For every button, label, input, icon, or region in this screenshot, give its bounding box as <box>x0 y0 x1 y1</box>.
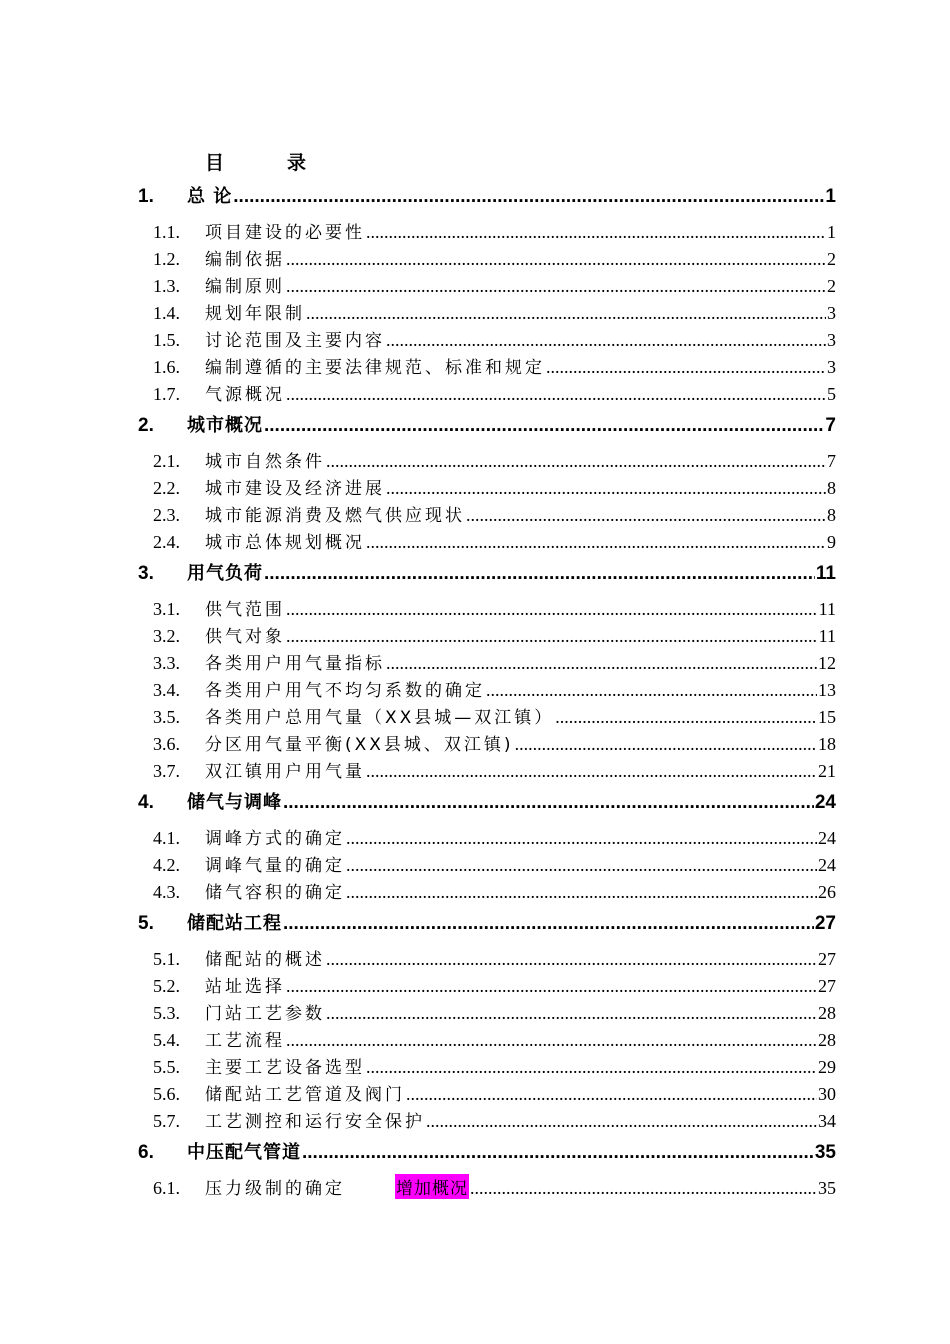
entry-page-number: 1 <box>827 222 836 242</box>
entry-number: 3.2. <box>153 626 180 646</box>
leader-dots <box>346 855 817 876</box>
leader-dots <box>466 505 826 526</box>
toc-entry-3-6[interactable] <box>138 730 836 757</box>
entry-number: 1.4. <box>153 303 180 323</box>
entry-title: 储配站的概述 <box>205 950 325 970</box>
entry-page-number: 24 <box>818 828 836 848</box>
entry-title: 双江镇用户用气量 <box>205 762 365 782</box>
entry-page-number: 13 <box>818 680 836 700</box>
section-page-number: 24 <box>814 792 836 813</box>
table-of-contents <box>138 178 836 1201</box>
toc-entry-5-3[interactable] <box>138 999 836 1026</box>
section-title: 总 论 <box>187 186 233 207</box>
leader-dots <box>326 451 826 472</box>
entry-title: 主要工艺设备选型 <box>205 1058 365 1078</box>
toc-section-5[interactable] <box>138 905 836 945</box>
entry-number: 4.3. <box>153 882 180 902</box>
entry-number: 5.2. <box>153 976 180 996</box>
leader-dots <box>346 882 817 903</box>
entry-page-number: 18 <box>818 734 836 754</box>
leader-dots <box>286 249 826 270</box>
toc-section-6[interactable] <box>138 1134 836 1174</box>
leader-dots <box>555 707 817 728</box>
toc-section-3[interactable] <box>138 555 836 595</box>
toc-entry-6-1[interactable] <box>138 1174 836 1201</box>
entry-page-number: 11 <box>818 626 836 646</box>
entry-number: 2.3. <box>153 505 180 525</box>
entry-page-number: 12 <box>818 653 836 673</box>
entry-title: 供气范围 <box>205 600 285 620</box>
entry-number: 1.7. <box>153 384 180 404</box>
toc-entry-5-4[interactable] <box>138 1026 836 1053</box>
entry-page-number: 29 <box>818 1057 836 1077</box>
entry-number: 3.5. <box>153 707 180 727</box>
leader-dots <box>426 1111 817 1132</box>
leader-dots <box>283 792 814 814</box>
entry-page-number: 3 <box>827 303 836 323</box>
entry-page-number: 2 <box>827 276 836 296</box>
entry-title: 调峰方式的确定 <box>205 829 345 849</box>
entry-number: 4.2. <box>153 855 180 875</box>
toc-entry-5-2[interactable] <box>138 972 836 999</box>
entry-page-number: 8 <box>827 505 836 525</box>
entry-page-number: 3 <box>827 330 836 350</box>
toc-entry-5-5[interactable] <box>138 1053 836 1080</box>
toc-entry-3-7[interactable] <box>138 757 836 784</box>
leader-dots <box>286 276 826 297</box>
toc-entry-1-7[interactable] <box>138 380 836 407</box>
entry-number: 5.1. <box>153 949 180 969</box>
toc-entry-5-1[interactable] <box>138 945 836 972</box>
entry-number: 1.1. <box>153 222 180 242</box>
leader-dots <box>302 1142 814 1164</box>
toc-entry-3-4[interactable] <box>138 676 836 703</box>
entry-number: 1.5. <box>153 330 180 350</box>
entry-page-number: 8 <box>827 478 836 498</box>
section-number: 4. <box>138 792 154 813</box>
toc-entry-2-2[interactable] <box>138 474 836 501</box>
entry-number: 5.7. <box>153 1111 180 1131</box>
entry-title: 各类用户用气量指标 <box>205 654 385 674</box>
toc-entry-4-2[interactable] <box>138 851 836 878</box>
leader-dots <box>346 828 817 849</box>
toc-entry-2-1[interactable] <box>138 447 836 474</box>
toc-entry-2-4[interactable] <box>138 528 836 555</box>
leader-dots <box>286 976 817 997</box>
toc-entry-1-6[interactable] <box>138 353 836 380</box>
toc-entry-3-2[interactable] <box>138 622 836 649</box>
leader-dots <box>366 222 826 243</box>
entry-title: 工艺测控和运行安全保护 <box>205 1112 425 1132</box>
toc-entry-2-3[interactable] <box>138 501 836 528</box>
toc-entry-3-1[interactable] <box>138 595 836 622</box>
entry-title: 城市能源消费及燃气供应现状 <box>205 506 465 526</box>
toc-entry-3-5[interactable] <box>138 703 836 730</box>
leader-dots <box>286 626 818 647</box>
section-title: 中压配气管道 <box>187 1142 301 1163</box>
section-number: 1. <box>138 186 154 207</box>
entry-page-number: 7 <box>827 451 836 471</box>
toc-entry-1-2[interactable] <box>138 245 836 272</box>
leader-dots <box>486 680 817 701</box>
entry-title: 编制遵循的主要法律规范、标准和规定 <box>205 358 545 378</box>
entry-page-number: 21 <box>818 761 836 781</box>
entry-title: 储配站工艺管道及阀门 <box>205 1085 405 1105</box>
toc-entry-4-1[interactable] <box>138 824 836 851</box>
entry-title: 站址选择 <box>205 977 285 997</box>
entry-page-number: 15 <box>818 707 836 727</box>
leader-dots <box>306 303 826 324</box>
entry-title: 工艺流程 <box>205 1031 285 1051</box>
entry-number: 4.1. <box>153 828 180 848</box>
entry-page-number: 27 <box>818 976 836 996</box>
leader-dots <box>283 913 814 935</box>
entry-number: 3.3. <box>153 653 180 673</box>
leader-dots <box>326 949 817 970</box>
entry-number: 3.6. <box>153 734 180 754</box>
entry-page-number: 2 <box>827 249 836 269</box>
leader-dots <box>546 357 826 378</box>
entry-title: 编制依据 <box>205 250 285 270</box>
entry-number: 5.3. <box>153 1003 180 1023</box>
toc-entry-1-3[interactable] <box>138 272 836 299</box>
toc-entry-1-4[interactable] <box>138 299 836 326</box>
entry-page-number: 28 <box>818 1030 836 1050</box>
leader-dots <box>366 532 826 553</box>
highlighted-note: 增加概况 <box>395 1174 469 1199</box>
entry-title: 城市建设及经济进展 <box>205 479 385 499</box>
entry-page-number: 5 <box>827 384 836 404</box>
entry-title: 规划年限制 <box>205 304 305 324</box>
entry-title: 各类用户总用气量（XX县城—双江镇） <box>205 708 555 728</box>
entry-title: 门站工艺参数 <box>205 1004 325 1024</box>
entry-number: 5.5. <box>153 1057 180 1077</box>
section-page-number: 35 <box>814 1142 836 1163</box>
entry-number: 3.4. <box>153 680 180 700</box>
leader-dots <box>470 1178 817 1199</box>
entry-page-number: 34 <box>818 1111 836 1131</box>
toc-section-2[interactable] <box>138 407 836 447</box>
entry-page-number: 9 <box>827 532 836 552</box>
entry-number: 1.3. <box>153 276 180 296</box>
leader-dots <box>406 1084 817 1105</box>
entry-number: 2.2. <box>153 478 180 498</box>
leader-dots <box>286 599 818 620</box>
toc-entry-4-3[interactable] <box>138 878 836 905</box>
leader-dots <box>286 384 826 405</box>
entry-page-number: 24 <box>818 855 836 875</box>
entry-title: 城市自然条件 <box>205 452 325 472</box>
entry-title: 讨论范围及主要内容 <box>205 331 385 351</box>
section-number: 6. <box>138 1142 154 1163</box>
leader-dots <box>386 330 826 351</box>
entry-page-number: 3 <box>827 357 836 377</box>
leader-dots <box>264 415 824 437</box>
entry-number: 2.1. <box>153 451 180 471</box>
entry-page-number: 35 <box>818 1178 836 1198</box>
entry-number: 1.6. <box>153 357 180 377</box>
leader-dots <box>386 478 826 499</box>
section-title: 城市概况 <box>187 415 263 436</box>
entry-title: 压力级制的确定 <box>205 1179 345 1199</box>
entry-page-number: 26 <box>818 882 836 902</box>
leader-dots <box>366 761 817 782</box>
toc-title: 目 录 <box>205 152 329 174</box>
entry-title: 气源概况 <box>205 385 285 405</box>
section-page-number: 7 <box>825 415 836 436</box>
entry-page-number: 11 <box>818 599 836 619</box>
entry-number: 5.4. <box>153 1030 180 1050</box>
entry-number: 3.1. <box>153 599 180 619</box>
entry-title: 各类用户用气不均匀系数的确定 <box>205 681 485 701</box>
entry-number: 6.1. <box>153 1178 180 1198</box>
toc-entry-1-5[interactable] <box>138 326 836 353</box>
section-title: 用气负荷 <box>187 563 263 584</box>
entry-number: 2.4. <box>153 532 180 552</box>
section-number: 5. <box>138 913 154 934</box>
toc-entry-5-7[interactable] <box>138 1107 836 1134</box>
section-number: 3. <box>138 563 154 584</box>
entry-number: 3.7. <box>153 761 180 781</box>
entry-title: 调峰气量的确定 <box>205 856 345 876</box>
leader-dots <box>386 653 817 674</box>
toc-section-4[interactable] <box>138 784 836 824</box>
leader-dots <box>366 1057 817 1078</box>
toc-section-1[interactable] <box>138 178 836 218</box>
leader-dots <box>286 1030 817 1051</box>
toc-entry-1-1[interactable] <box>138 218 836 245</box>
toc-entry-3-3[interactable] <box>138 649 836 676</box>
leader-dots <box>264 563 815 585</box>
entry-title: 分区用气量平衡(XX县城、双江镇) <box>205 735 514 755</box>
entry-page-number: 28 <box>818 1003 836 1023</box>
section-title: 储气与调峰 <box>187 792 282 813</box>
entry-number: 1.2. <box>153 249 180 269</box>
leader-dots <box>515 734 817 755</box>
section-page-number: 1 <box>825 186 836 207</box>
entry-title: 编制原则 <box>205 277 285 297</box>
entry-number: 5.6. <box>153 1084 180 1104</box>
entry-title: 供气对象 <box>205 627 285 647</box>
section-title: 储配站工程 <box>187 913 282 934</box>
leader-dots <box>326 1003 817 1024</box>
leader-dots <box>233 186 824 208</box>
section-page-number: 11 <box>815 563 836 584</box>
entry-title: 项目建设的必要性 <box>205 223 365 243</box>
entry-page-number: 27 <box>818 949 836 969</box>
section-page-number: 27 <box>814 913 836 934</box>
entry-title: 城市总体规划概况 <box>205 533 365 553</box>
entry-page-number: 30 <box>818 1084 836 1104</box>
toc-entry-5-6[interactable] <box>138 1080 836 1107</box>
section-number: 2. <box>138 415 154 436</box>
entry-title: 储气容积的确定 <box>205 883 345 903</box>
